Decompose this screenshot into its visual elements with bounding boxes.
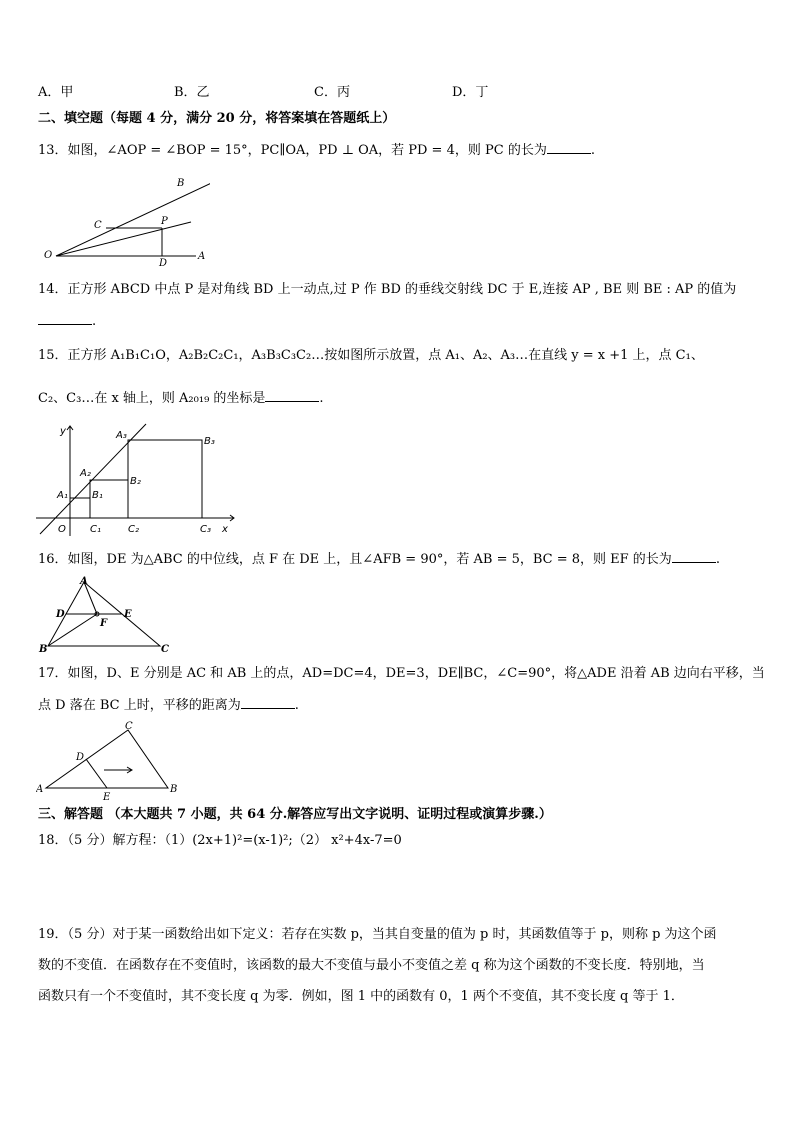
question-17-text: 点 D 落在 BC 上时，平移的距离为: [38, 698, 241, 713]
label-f: F: [100, 618, 108, 629]
question-13-end: .: [590, 143, 595, 158]
question-17-end: .: [294, 698, 299, 713]
label-c: C: [161, 644, 169, 652]
label-c1: C₁: [90, 524, 101, 535]
label-p: P: [161, 216, 168, 227]
label-b3: B₃: [204, 436, 215, 447]
question-14-end: .: [92, 314, 97, 329]
question-17-line-2: [38, 696, 299, 715]
label-b2: B₂: [130, 476, 141, 487]
question-15-line-2: [38, 389, 324, 408]
label-b: B: [177, 178, 185, 189]
figure-q13: [40, 176, 210, 268]
question-13-text: 13．如图，∠AOP = ∠BOP = 15°，PC∥OA，PD ⊥ OA，若 PD = 4，则 PC 的长为: [38, 143, 547, 158]
label-b: B: [170, 784, 178, 795]
label-c2: C₂: [128, 524, 139, 535]
segment-de: [86, 759, 107, 788]
option-b: B．乙: [174, 85, 210, 100]
question-18: 18．（5 分）解方程：（1）(2x+1)²=(x-1)²;（2） x²+4x-7=0: [38, 833, 402, 848]
figure-q15: [36, 420, 241, 538]
option-c: C．丙: [314, 85, 350, 100]
question-15-line-1: 15．正方形 A₁B₁C₁O，A₂B₂C₂C₁，A₃B₃C₃C₂…按如图所示放置，点 A₁、A₂、A₃…在直线 y = x +1 上，点 C₁、: [38, 348, 704, 363]
question-14: 14．正方形 ABCD 中点 P 是对角线 BD 上一动点,过 P 作 BD 的垂线交射线 DC 于 E,连接 AP , BE 则 BE : AP 的值为: [38, 282, 737, 297]
label-d: D: [76, 752, 85, 763]
answer-blank: [672, 550, 716, 563]
label-a: A: [80, 576, 88, 587]
label-o: O: [44, 250, 53, 261]
question-16-text: 16．如图，DE 为△ABC 的中位线，点 F 在 DE 上，且∠AFB = 90°，若 AB = 5，BC = 8，则 EF 的长为: [38, 552, 672, 567]
figure-q17: [36, 720, 186, 800]
label-c3: C₃: [200, 524, 211, 535]
label-b1: B₁: [92, 490, 103, 501]
label-d: D: [56, 609, 65, 620]
label-y: y: [60, 426, 66, 437]
label-c: C: [125, 721, 133, 732]
option-a: A．甲: [38, 85, 74, 100]
answer-blank: [547, 141, 591, 154]
section-3-heading: 三、解答题 （本大题共 7 小题，共 64 分.解答应写出文字说明、证明过程或演算步骤.）: [38, 807, 552, 822]
label-a3: A₃: [116, 430, 127, 441]
label-c: C: [94, 220, 102, 231]
question-17-line-1: 17．如图，D、E 分别是 AC 和 AB 上的点，AD=DC=4，DE=3，DE∥BC，∠C=90°，将△ADE 沿着 AB 边向右平移，当: [38, 666, 765, 681]
question-16-end: .: [715, 552, 720, 567]
answer-options: [38, 84, 538, 102]
answer-blank: [241, 696, 295, 709]
question-19-line-3: 函数只有一个不变值时，其不变长度 q 为零．例如，图 1 中的函数有 0，1 两个不变值，其不变长度 q 等于 1．: [38, 989, 684, 1004]
figure-q16: [36, 576, 172, 652]
label-a: A: [36, 784, 44, 795]
square-1: [70, 498, 90, 518]
question-13: [38, 141, 595, 160]
label-x: x: [222, 524, 228, 535]
answer-blank: [38, 312, 92, 325]
question-15-text: C₂、C₃…在 x 轴上，则 A₂₀₁₉ 的坐标是: [38, 391, 266, 406]
answer-blank: [265, 389, 319, 402]
label-e: E: [124, 609, 132, 620]
label-e: E: [103, 792, 111, 800]
label-o: O: [58, 524, 66, 535]
question-16: [38, 550, 720, 569]
label-a: A: [198, 251, 206, 262]
option-d: D．丁: [452, 85, 489, 100]
ray-op: [56, 222, 191, 256]
question-19-line-1: 19．（5 分）对于某一函数给出如下定义：若存在实数 p，当其自变量的值为 p 时，其函数值等于 p，则称 p 为这个函: [38, 927, 717, 942]
label-b: B: [39, 644, 48, 652]
label-d: D: [159, 258, 168, 268]
triangle-abc: [46, 730, 168, 788]
label-a1: A₁: [57, 490, 68, 501]
question-19-line-2: 数的不变值．在函数存在不变值时，该函数的最大不变值与最小不变值之差 q 称为这个函数的不变长度．特别地，当: [38, 958, 705, 973]
label-a2: A₂: [80, 468, 91, 479]
section-2-heading: 二、填空题（每题 4 分，满分 20 分，将答案填在答题纸上）: [38, 111, 396, 126]
ray-ob: [56, 178, 210, 256]
question-15-end: .: [319, 391, 324, 406]
question-14-answer-line: [38, 312, 96, 331]
